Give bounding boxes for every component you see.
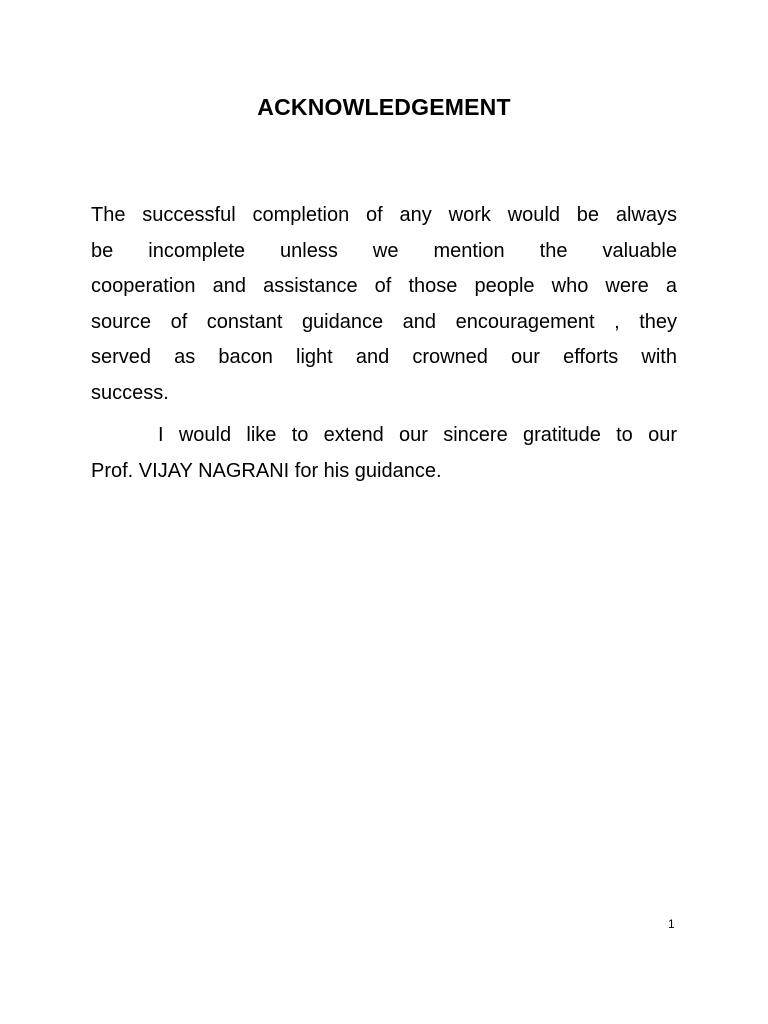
paragraph-1-line-6: success. bbox=[91, 381, 169, 404]
paragraph-1-line-5: served as bacon light and crowned our efforts with bbox=[91, 346, 677, 368]
paragraph-1-line-2: be incomplete unless we mention the valuable bbox=[91, 239, 677, 262]
paragraph-1-line-1: The successful completion of any work would be always bbox=[91, 204, 677, 226]
paragraph-2-line-2: Prof. VIJAY NAGRANI for his guidance. bbox=[91, 459, 442, 482]
paragraph-2 bbox=[91, 418, 677, 489]
paragraph-1-line-4: source of constant guidance and encouragement , they bbox=[91, 310, 677, 333]
page-title: ACKNOWLEDGEMENT bbox=[257, 94, 511, 120]
paragraph-2-line-1: I would like to extend our sincere gratitude to our bbox=[158, 424, 677, 446]
paragraph-spacer bbox=[91, 411, 677, 418]
paragraph-1 bbox=[91, 198, 677, 411]
paragraph-1-line-3: cooperation and assistance of those people who were a bbox=[91, 275, 677, 297]
page-number: 1 bbox=[668, 917, 675, 931]
body-text bbox=[91, 198, 677, 489]
